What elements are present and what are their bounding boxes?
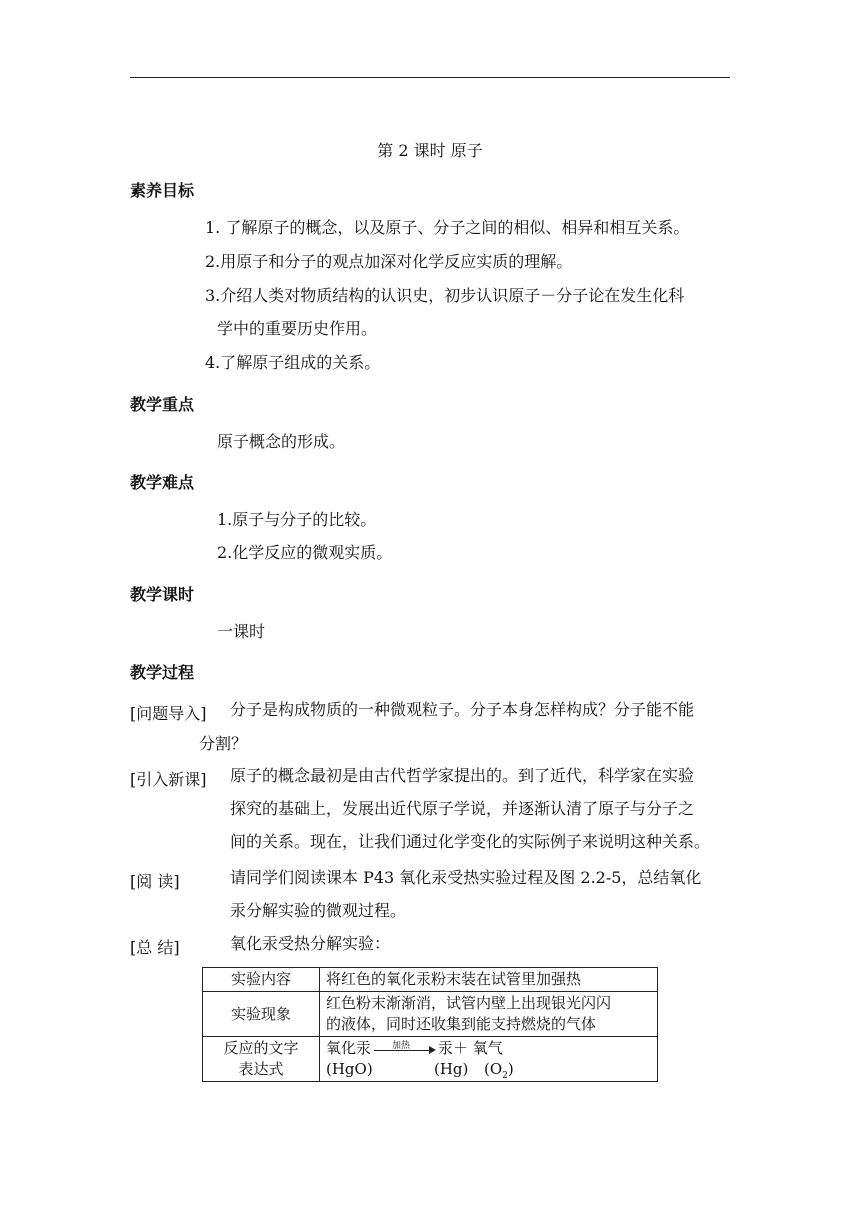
difficulty-item-1: 1.原子与分子的比较。	[217, 510, 377, 529]
key-text: 原子概念的形成。	[217, 432, 346, 451]
table-cell-value	[320, 992, 658, 1037]
tag-question: [问题导入]	[130, 704, 207, 723]
equation-condition: 加热	[392, 1041, 411, 1051]
phenomenon-line-2: 的液体，同时还收集到能支持燃烧的气体	[326, 1015, 597, 1033]
goal-item-2: 2.用原子和分子的观点加深对化学反应实质的理解。	[205, 252, 573, 271]
equation-formula-product-1: (Hg)	[434, 1060, 469, 1078]
experiment-table	[202, 967, 658, 1082]
equation-formula-reactant: (HgO)	[326, 1060, 373, 1078]
intro-line-2: 探究的基础上，发展出近代原子学说，并逐渐认清了原子与分子之	[230, 799, 695, 818]
tag-reading: [阅 读]	[130, 872, 180, 891]
question-line-1: 分子是构成物质的一种微观粒子。分子本身怎样构成？分子能不能	[230, 700, 695, 719]
heading-difficulty: 教学难点	[130, 473, 195, 492]
formula-o-prefix: (O	[484, 1060, 503, 1078]
header-rule	[130, 77, 730, 78]
question-line-2: 分割？	[199, 734, 248, 753]
goal-item-1: 1. 了解原子的概念，以及原子、分子之间的相似、相异和相互关系。	[205, 218, 690, 237]
formula-subscript: 2	[502, 1071, 508, 1081]
table-row	[203, 968, 658, 992]
difficulty-item-2: 2.化学反应的微观实质。	[217, 543, 393, 562]
heading-key: 教学重点	[130, 395, 195, 414]
goal-item-3: 3.介绍人类对物质结构的认识史，初步认识原子－分子论在发生化科	[205, 286, 685, 305]
reading-line-2: 汞分解实验的微观过程。	[230, 901, 407, 920]
intro-line-3: 间的关系。现在，让我们通过化学变化的实际例子来说明这种关系。	[230, 832, 711, 851]
page-title: 第 2 课时 原子	[377, 141, 483, 160]
table-cell-label: 实验内容	[203, 968, 320, 992]
intro-line-1: 原子的概念最初是由古代哲学家提出的。到了近代，科学家在实验	[230, 766, 695, 785]
equation-reactant: 氧化汞	[326, 1039, 372, 1057]
table-row	[203, 1037, 658, 1082]
reading-line-1: 请同学们阅读课本 P43 氧化汞受热实验过程及图 2.2-5，总结氧化	[230, 868, 702, 887]
equation-label-line-1: 反应的文字	[223, 1039, 299, 1057]
tag-summary: [总 结]	[130, 938, 180, 957]
goal-item-4: 4.了解原子组成的关系。	[205, 353, 381, 372]
reaction-arrow-icon	[374, 1050, 434, 1051]
tag-intro: [引入新课]	[130, 770, 207, 789]
heading-hours: 教学课时	[130, 585, 195, 604]
hours-text: 一课时	[217, 622, 266, 641]
goal-item-3-cont: 学中的重要历史作用。	[217, 319, 378, 338]
table-cell-equation	[320, 1037, 658, 1082]
formula-o-suffix: )	[507, 1060, 514, 1078]
table-row	[203, 992, 658, 1037]
table-cell-value: 将红色的氧化汞粉末装在试管里加强热	[320, 968, 658, 992]
heading-process: 教学过程	[130, 663, 195, 682]
equation-label-line-2: 表达式	[238, 1060, 284, 1078]
table-cell-label: 实验现象	[203, 992, 320, 1037]
equation-formula-product-2	[484, 1059, 514, 1087]
summary-line-1: 氧化汞受热分解实验：	[230, 934, 391, 953]
phenomenon-line-1: 红色粉末渐渐消，试管内壁上出现银光闪闪	[326, 994, 612, 1012]
equation-products: 汞＋ 氧气	[438, 1039, 503, 1057]
heading-goals: 素养目标	[130, 181, 195, 200]
table-cell-label	[203, 1037, 320, 1082]
word-equation	[326, 1038, 651, 1080]
